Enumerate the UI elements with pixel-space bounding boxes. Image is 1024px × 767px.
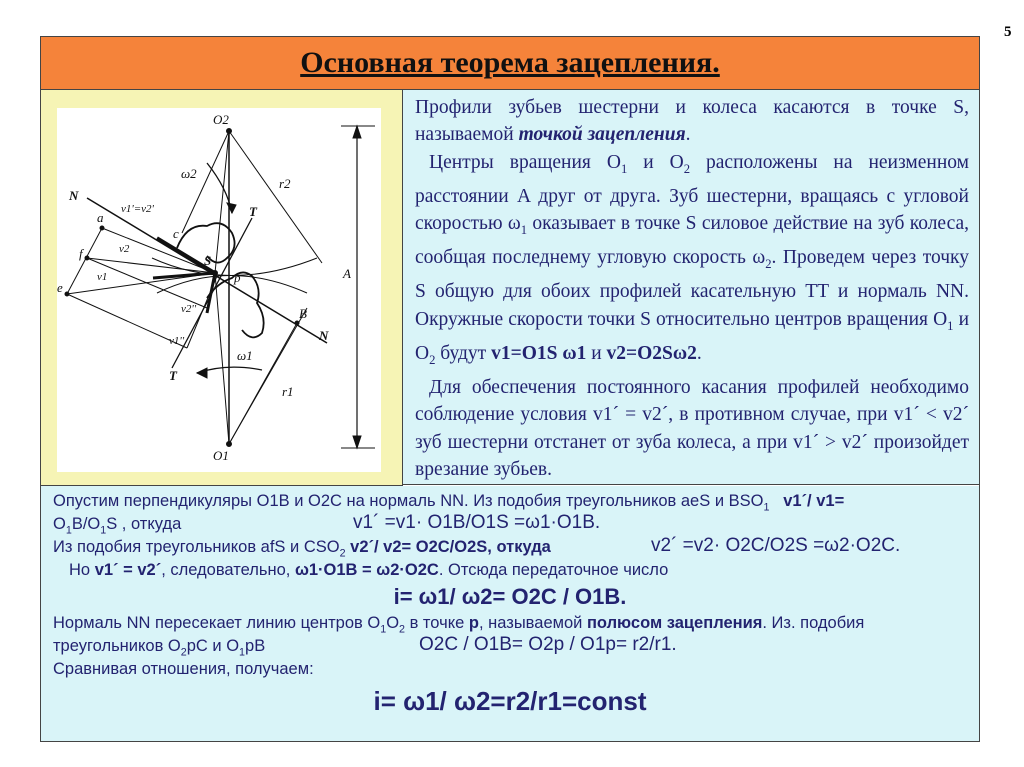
label-f: f [79,246,83,261]
gear-diagram-svg [57,108,381,472]
label-omega1: ω1 [237,348,253,363]
label-a: a [97,210,104,225]
label-s: S [204,253,212,268]
label-t-top: T [249,204,257,219]
label-e: e [57,280,63,295]
page-number: 5 [1004,24,1012,40]
point-e [65,292,69,296]
label-r1: r1 [282,384,294,399]
slide-title: Основная теорема зацепления. [300,46,720,79]
label-o1: O1 [213,448,229,463]
label-o2: O2 [213,112,229,127]
label-omega2: ω2 [181,166,197,181]
point-o2 [227,129,232,134]
figure-panel [41,90,403,486]
term-pitch-point: полюсом зацепления [586,614,763,632]
formula-v1: v1=O1S ω1 [491,342,587,364]
derivation-line-8: Сравнивая отношения, получаем: [53,660,314,678]
derivation-line-6: Нормаль NN пересекает линию центров $O_1O_2$ в точке p, называемой полюсом зацепления. Из. подобия [53,614,865,636]
point-s [213,271,218,276]
gear-diagram [57,108,381,472]
formula-v1-prime: v1´ =v1· O1B/O1S =ω1·O1B. [353,512,601,533]
derivation-line-3: Из подобия треугольников afS и $CSO_2$ v2´/ v2= O2C/O2S, откуда v2´ =v2· O2C/O2S =ω2·O2C. [53,535,901,560]
label-a-dimension: A [343,266,351,281]
derivation-line-7: треугольников $O_2pC$ и $O_1pB$ O2C / O1B= O2p / O1p= r2/r1. [53,634,677,659]
slide-frame [40,36,980,742]
velocity-vector-v2pp [207,273,215,313]
formula-ratio-radii: O2C / O1B= O2p / O1p= r2/r1. [419,634,677,655]
derivation-panel [41,486,979,741]
final-formula: i= ω1/ ω2=r2/r1=const [373,686,647,716]
paragraph-centers: Центры вращения $O_1$ и $O_2$ расположены на неизменном расстоянии A друг от друга. Зуб шестерни, вращаясь с угловой скоростью $\omega_1$ оказывает в точке S силовое действие на зуб колеса, сообщая последнему угловую скорость $\omega_2$. Проведем через точку S общую для обоих профилей касательную TT и нормаль NN. Окружные скорости точки S относительно центров вращения $O_1$ и $O_2$ будут v1=O1S ω1 и v2=O2Sω2. [415,151,970,367]
title-bar [41,37,979,90]
point-f [85,256,89,260]
o2-s-line [215,131,229,273]
label-v1pp: v1'' [169,335,185,347]
label-b: B [299,306,307,321]
label-r2: r2 [279,176,291,191]
derivation-line-2: $O_1B/O_1S$ , откуда v1´ =v1· O1B/O1S =ω1·O1B. [53,512,601,537]
label-c: c [173,226,179,241]
derivation-line-1: Опустим перпендикуляры O1B и O2C на нормаль NN. Из подобия треугольников aeS и $BSO_1$ v1´/ v1= [53,492,845,514]
label-n-right: N [319,328,329,343]
term-contact-point: точкой зацепления [518,124,686,146]
label-t-bottom: T [169,368,177,383]
omega1-arrowhead [197,368,207,378]
label-n-left: N [69,188,79,203]
explanation-text-panel [403,90,979,485]
dimension-a-arrow-bottom [353,436,361,448]
dimension-a-arrow-top [353,126,361,138]
o2-c-line [182,131,229,233]
paragraph-contact-point: Профили зубьев шестерни и колеса касаются в точке S, называемой точкой зацепления. [415,97,969,146]
label-p: p [234,270,241,285]
gear-ratio-formula: i= ω1/ ω2= O2C / O1B. [393,584,627,609]
formula-v2: v2=O2Sω2 [606,342,697,364]
point-o1 [227,442,232,447]
radius-r2-line [229,131,322,263]
point-b [295,321,299,325]
label-v1: v1 [97,271,108,283]
paragraph-condition: Для обеспечения постоянного касания профилей необходимо соблюдение условия v1´ = v2´, в противном случае, при v1´ < v2´ зуб шестерни отстанет от зуба колеса, а при v1´ > v2´ произойдет врезание зубьев. [415,377,969,481]
label-v1p-v2p: v1'=v2' [121,203,154,215]
o1-s-line [215,273,229,444]
point-a [100,226,104,230]
label-v2: v2 [119,243,130,255]
derivation-line-4: Но v1´ = v2´, следовательно, ω1·O1B = ω2·O2C. Отсюда передаточное число [69,561,669,579]
formula-v2-prime: v2´ =v2· O2C/O2S =ω2·O2C. [651,535,901,556]
line-a-e [67,228,102,294]
label-v2pp: v2'' [181,303,197,315]
